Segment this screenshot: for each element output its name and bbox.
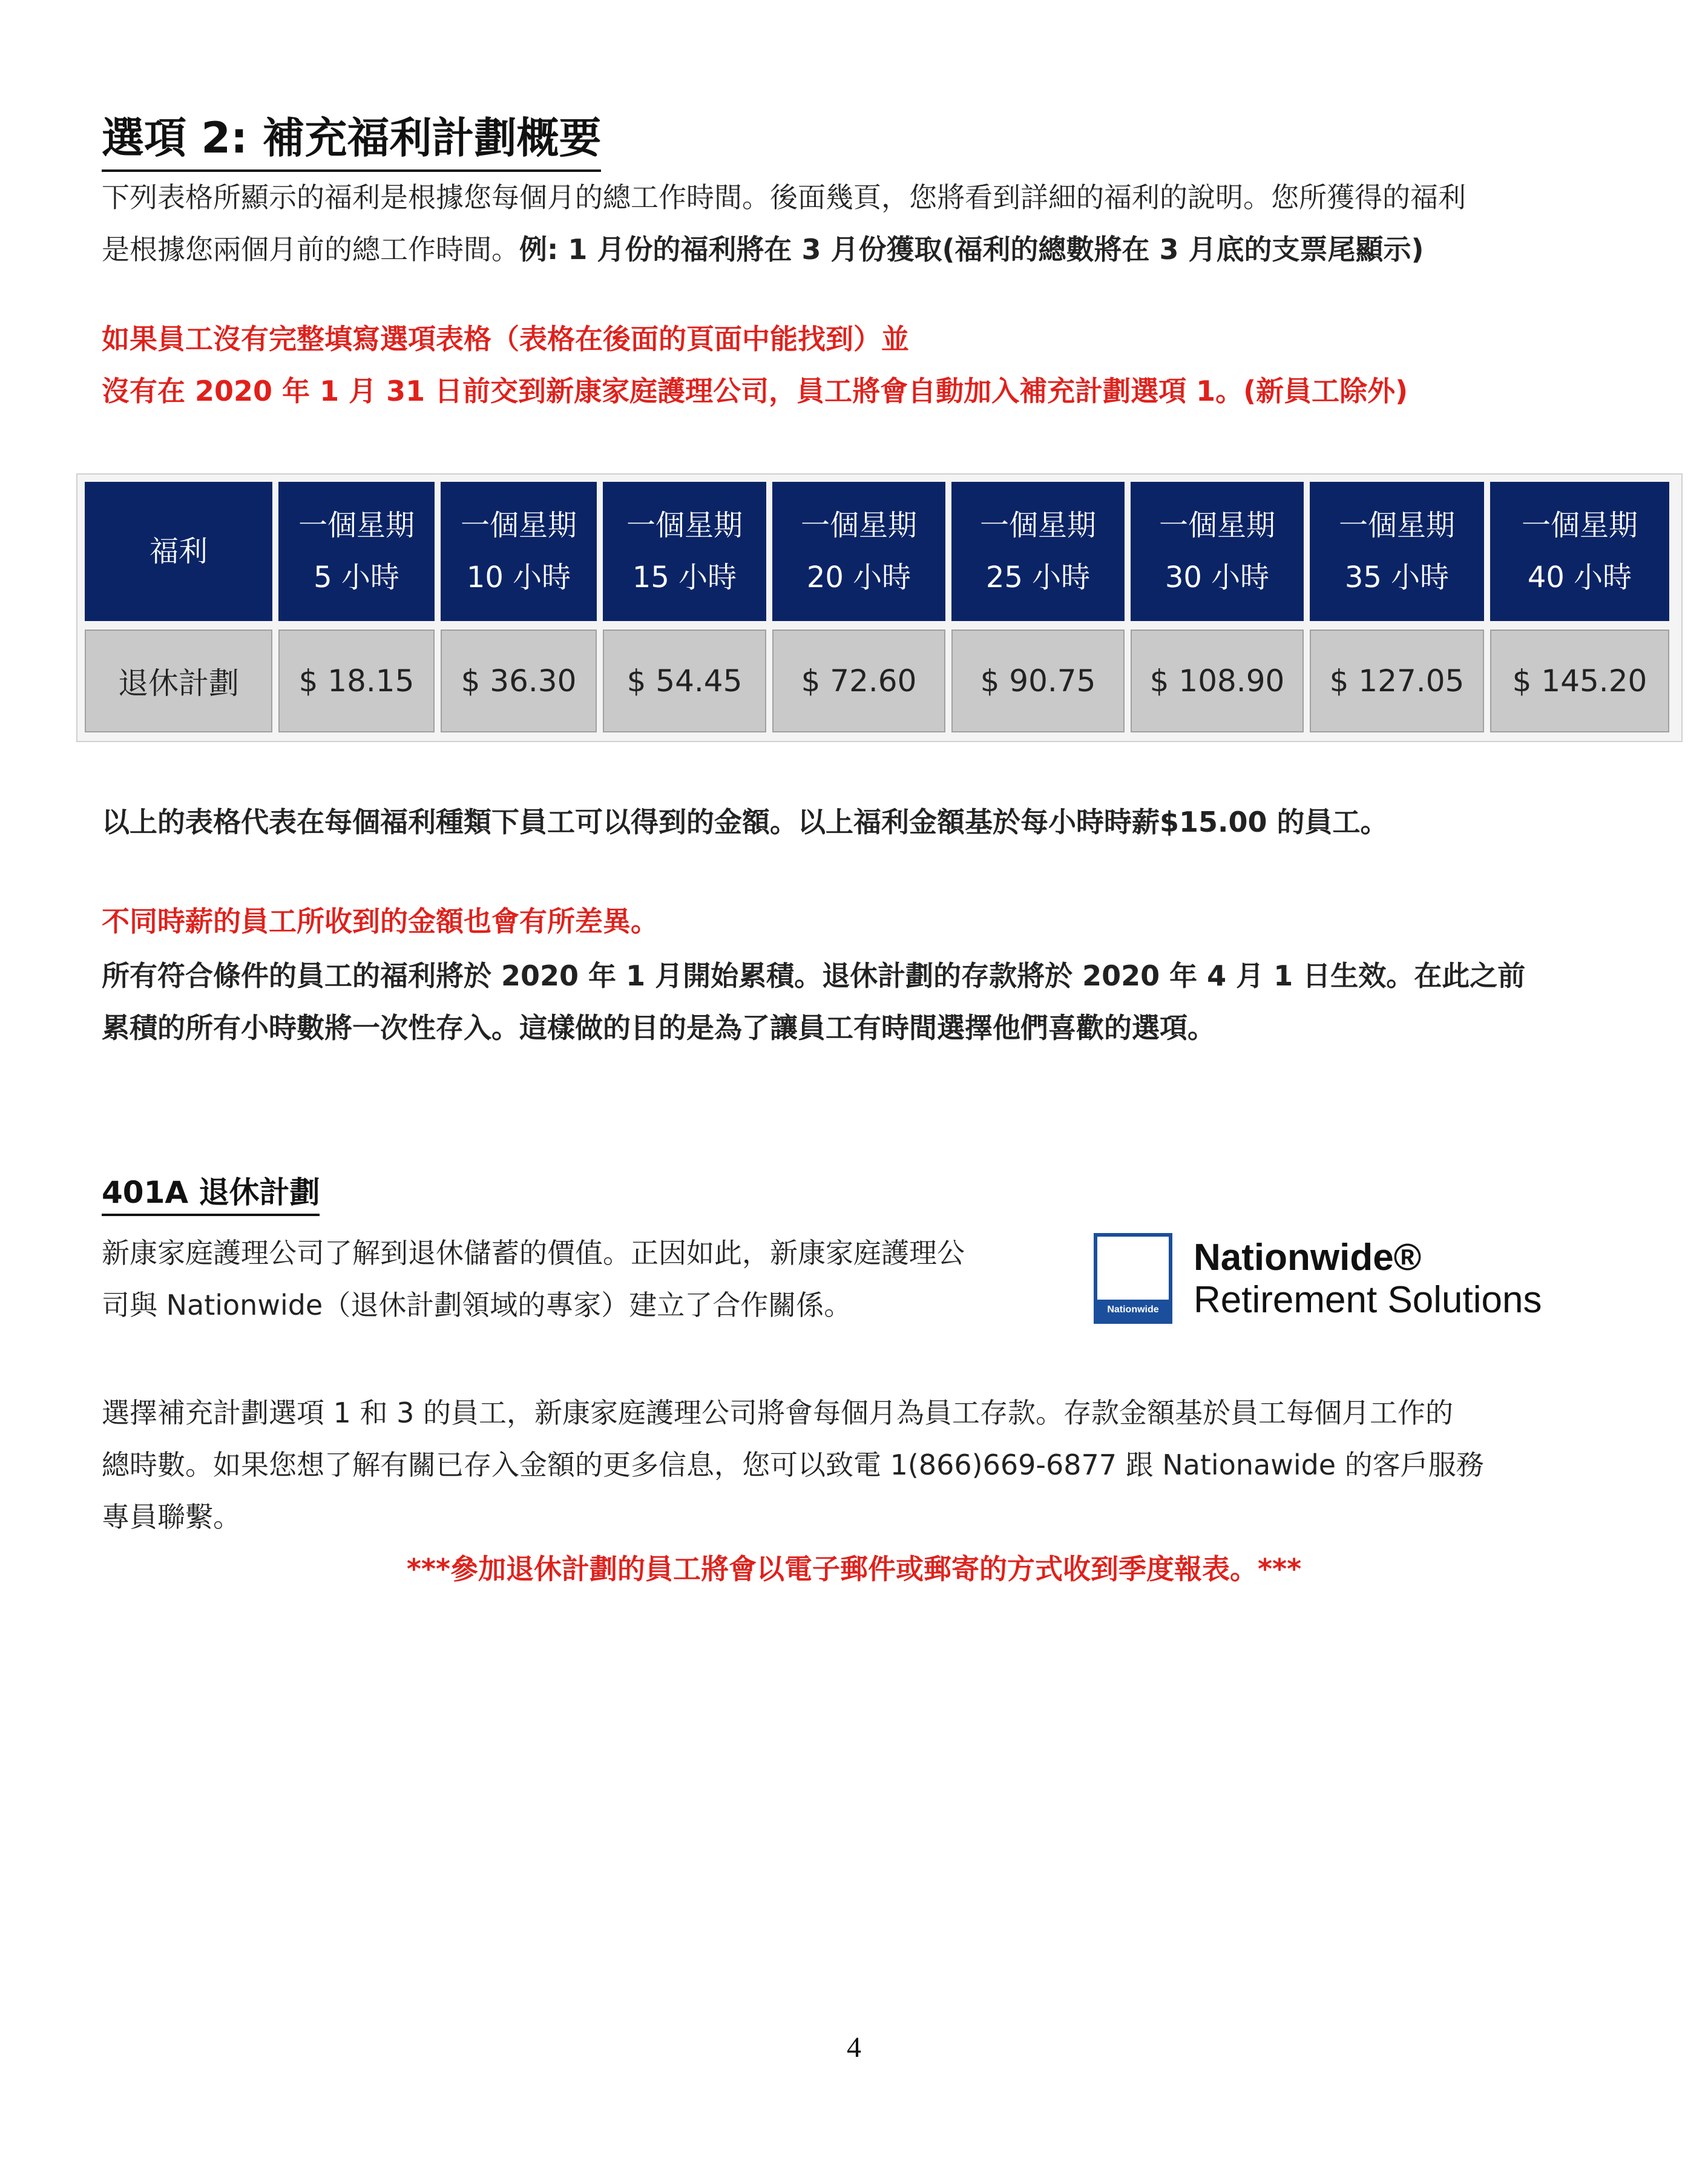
page-title: 選項 2: 補充福利計劃概要 — [102, 108, 601, 172]
table-header-label-text: 福利 — [149, 534, 208, 568]
col-header-line1: 一個星期 — [298, 508, 415, 542]
col-header-line2: 25 小時 — [985, 561, 1091, 594]
section-401a-para2-line1: 選擇補充計劃選項 1 和 3 的員工，新康家庭護理公司將會每個月為員工存款。存款金額基於員工每個月工作的 — [102, 1396, 1454, 1429]
table-header-col-20h — [772, 482, 945, 621]
table-cell-15h — [603, 630, 766, 732]
col-header-line2: 10 小時 — [466, 561, 571, 594]
cell-value: $ 36.30 — [461, 663, 577, 699]
cell-value: $ 72.60 — [801, 663, 917, 699]
table-cell-5h — [278, 630, 435, 732]
col-header-line1: 一個星期 — [800, 508, 917, 542]
benefits-table — [76, 473, 1683, 742]
table-note: 以上的表格代表在每個福利種類下員工可以得到的金額。以上福利金額基於每小時時薪$15.00 的員工。 — [102, 806, 1388, 838]
cell-value: $ 145.20 — [1512, 663, 1647, 699]
table-header-col-40h — [1490, 482, 1669, 621]
table-header-col-30h — [1131, 482, 1304, 621]
nationwide-logo-strip: Nationwide — [1097, 1300, 1169, 1320]
table-cell-10h — [441, 630, 597, 732]
intro-line-1: 下列表格所顯示的福利是根據您每個月的總工作時間。後面幾頁，您將看到詳細的福利的說明。您所獲得的福利 — [102, 181, 1466, 214]
accrual-note-line-2: 累積的所有小時數將一次性存入。這樣做的目的是為了讓員工有時間選擇他們喜歡的選項。 — [102, 1011, 1215, 1044]
col-header-line1: 一個星期 — [626, 508, 743, 542]
table-header-col-15h — [603, 482, 766, 621]
col-header-line1: 一個星期 — [1158, 508, 1275, 542]
col-header-line2: 15 小時 — [632, 561, 737, 594]
table-row-label-text: 退休計劃 — [118, 666, 239, 701]
table-cell-25h — [951, 630, 1125, 732]
table-header-col-35h — [1310, 482, 1484, 621]
intro-line-2-normal: 是根據您兩個月前的總工作時間。 — [102, 233, 519, 266]
table-header-col-5h — [278, 482, 435, 621]
section-401a-para1-line2: 司與 Nationwide（退休計劃領域的專家）建立了合作關係。 — [102, 1289, 852, 1321]
table-cell-35h — [1310, 630, 1484, 732]
col-header-line1: 一個星期 — [979, 508, 1096, 542]
col-header-line1: 一個星期 — [460, 508, 577, 542]
table-cell-30h — [1131, 630, 1304, 732]
table-cell-40h — [1490, 630, 1669, 732]
nationwide-logo-name: Nationwide® — [1194, 1237, 1422, 1278]
section-401a-para2-line2: 總時數。如果您想了解有關已存入金額的更多信息，您可以致電 1(866)669-6877 跟 Nationawide 的客戶服務 — [102, 1449, 1484, 1481]
section-401a-heading: 401A 退休計劃 — [102, 1171, 320, 1216]
cell-value: $ 127.05 — [1329, 663, 1465, 699]
table-header-col-25h — [951, 482, 1125, 621]
page-number: 4 — [847, 2031, 861, 2064]
col-header-line2: 35 小時 — [1344, 561, 1450, 594]
col-header-line2: 20 小時 — [806, 561, 911, 594]
warning-line-2: 沒有在 2020 年 1 月 31 日前交到新康家庭護理公司，員工將會自動加入補充計劃選項 1。(新員工除外) — [102, 375, 1408, 407]
warning-line-1: 如果員工沒有完整填寫選項表格（表格在後面的頁面中能找到）並 — [102, 323, 909, 355]
col-header-line2: 40 小時 — [1527, 561, 1632, 594]
table-row-label — [85, 630, 272, 732]
wage-difference-note: 不同時薪的員工所收到的金額也會有所差異。 — [102, 905, 659, 938]
section-401a-para1-line1: 新康家庭護理公司了解到退休儲蓄的價值。正因如此，新康家庭護理公 — [102, 1237, 965, 1269]
intro-line-2 — [102, 232, 1424, 266]
col-header-line2: 5 小時 — [314, 561, 399, 594]
cell-value: $ 18.15 — [298, 663, 415, 699]
nationwide-logo-subtitle: Retirement Solutions — [1194, 1279, 1542, 1321]
nationwide-logo-icon — [1094, 1233, 1172, 1324]
table-header-label — [85, 482, 272, 621]
intro-line-2-example: 例: 1 月份的福利將在 3 月份獲取(福利的總數將在 3 月底的支票尾顯示) — [519, 233, 1424, 266]
cell-value: $ 90.75 — [980, 663, 1096, 699]
col-header-line1: 一個星期 — [1521, 508, 1638, 542]
quarterly-statement-note: ***參加退休計劃的員工將會以電子郵件或郵寄的方式收到季度報表。*** — [406, 1553, 1302, 1585]
accrual-note-line-1: 所有符合條件的員工的福利將於 2020 年 1 月開始累積。退休計劃的存款將於 2020 年 4 月 1 日生效。在此之前 — [102, 959, 1526, 992]
cell-value: $ 54.45 — [626, 663, 743, 699]
cell-value: $ 108.90 — [1149, 663, 1285, 699]
table-header-col-10h — [441, 482, 597, 621]
section-401a-para2-line3: 專員聯繫。 — [102, 1501, 241, 1533]
col-header-line2: 30 小時 — [1164, 561, 1270, 594]
col-header-line1: 一個星期 — [1338, 508, 1455, 542]
table-cell-20h — [772, 630, 945, 732]
